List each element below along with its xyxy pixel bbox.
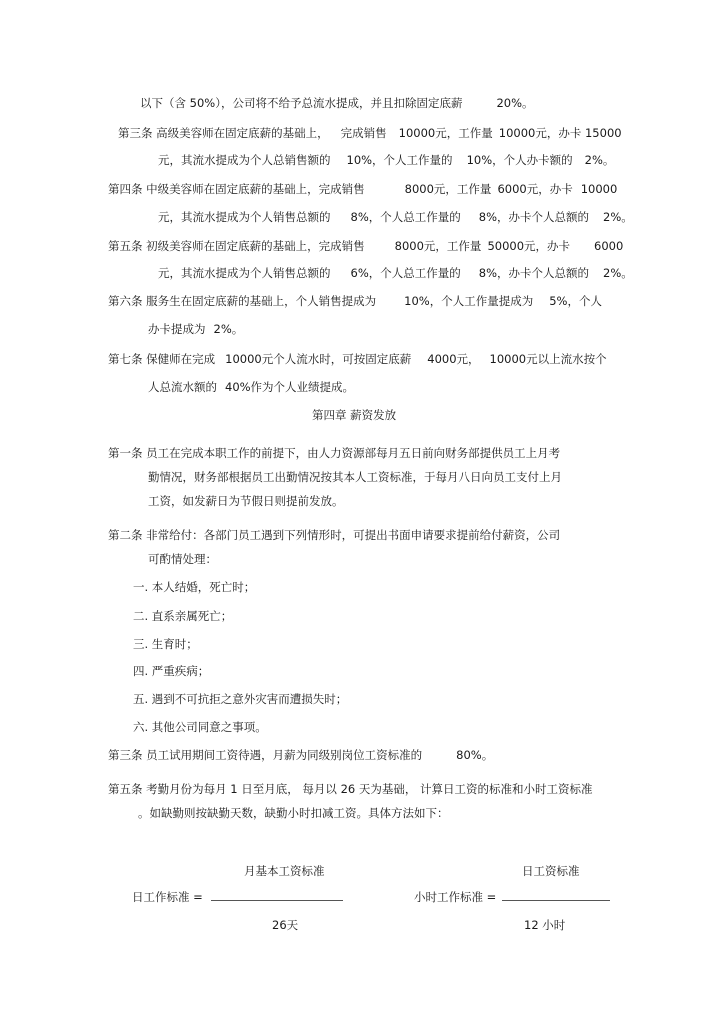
text-segment: 8%，个人总工作量的	[350, 210, 461, 224]
text-line	[108, 352, 607, 366]
list-item-text: 一. 本人结婚，死亡时；	[133, 580, 256, 594]
text-segment: 4000元，	[427, 352, 480, 366]
list-item-text: 六. 其他公司同意之事项。	[133, 720, 267, 734]
text-segment: 80%。	[456, 748, 494, 762]
formula-left-fraction-bar	[211, 900, 343, 901]
text-line	[138, 806, 449, 820]
text-segment: 10000	[580, 182, 618, 196]
text-line	[108, 528, 560, 542]
list-item	[133, 609, 232, 623]
list-item	[133, 580, 255, 594]
list-item-text: 四. 严重疾病；	[133, 664, 210, 678]
formula-right-numerator: 日工资标准	[522, 864, 580, 878]
text-segment: 10%，个人工作量提成为	[404, 294, 534, 308]
text-segment: 工资，如发薪日为节假日则提前发放。	[148, 494, 344, 508]
text-line	[148, 470, 562, 484]
text-segment: 5%，个人	[549, 294, 602, 308]
text-line	[108, 239, 623, 253]
list-item	[133, 637, 198, 651]
formula-left-numerator: 月基本工资标准	[244, 864, 325, 878]
text-segment: 元，其流水提成为个人总销售额的	[158, 153, 331, 167]
text-segment: 8000元，工作量	[394, 239, 482, 253]
text-segment: 20%。	[496, 96, 534, 110]
text-segment: 以下（含 50%），公司将不给予总流水提成，并且扣除固定底薪	[140, 96, 463, 110]
clause-text: 第七条 保健师在完成	[108, 352, 216, 366]
text-line	[108, 446, 560, 460]
text-line	[108, 294, 602, 308]
text-segment: 办卡提成为	[148, 322, 206, 336]
formula-left-label: 日工作标准 =	[132, 890, 203, 904]
clause-text: 第六条 服务生在固定底薪的基础上，个人销售提成为	[108, 294, 377, 308]
text-segment: 。如缺勤则按缺勤天数，缺勤小时扣减工资。具体方法如下：	[138, 806, 449, 820]
formula-right-fraction-bar	[502, 900, 610, 901]
text-line	[108, 782, 593, 796]
text-segment: 10%，个人办卡额的	[466, 153, 573, 167]
chapter-title: 第四章 薪资发放	[312, 408, 397, 422]
text-segment: 2%。	[213, 322, 244, 336]
clause-text: 第五条 初级美容师在固定底薪的基础上，完成销售	[108, 239, 365, 253]
text-line	[148, 552, 217, 566]
formula-right-label: 小时工作标准 =	[414, 890, 497, 904]
list-item-text: 五. 遇到不可抗拒之意外灾害而遭损失时；	[133, 692, 348, 706]
text-segment: 2%。	[603, 210, 633, 224]
text-segment: 人总流水额的	[148, 380, 217, 394]
list-item-text: 三. 生育时；	[133, 637, 198, 651]
text-segment: 元，其流水提成为个人销售总额的	[158, 266, 331, 280]
text-segment: 勤情况，财务部根据员工出勤情况按其本人工资标准，于每月八日向员工支付上月	[148, 470, 562, 484]
text-segment: 8%，办卡个人总额的	[478, 266, 589, 280]
clause-text: 第一条 员工在完成本职工作的前提下，由人力资源部每月五日前向财务部提供员工上月考	[108, 446, 561, 460]
text-line	[158, 210, 633, 224]
text-segment: 2%。	[603, 266, 633, 280]
text-segment: 10000元以上流水按个	[489, 352, 607, 366]
text-segment: 6000元，办卡	[497, 182, 573, 196]
list-item	[133, 692, 347, 706]
text-line	[108, 748, 493, 762]
list-item	[133, 664, 209, 678]
text-segment: 10000元，办卡 15000	[498, 126, 622, 140]
text-segment: 50000元，办卡	[487, 239, 571, 253]
text-segment: 可酌情处理：	[148, 552, 217, 566]
clause-text: 第三条 员工试用期间工资待遇，月薪为同级别岗位工资标准的	[108, 748, 423, 762]
text-segment: 2%。	[584, 153, 615, 167]
text-line	[118, 126, 622, 140]
formula-right-denominator: 12 小时	[524, 918, 566, 932]
text-segment: 40%作为个人业绩提成。	[225, 380, 355, 394]
chapter-heading	[312, 408, 396, 422]
text-segment: 完成销售	[340, 126, 387, 140]
text-segment: 元，其流水提成为个人销售总额的	[158, 210, 331, 224]
text-line	[140, 96, 534, 110]
text-segment: 10000元，工作量	[398, 126, 493, 140]
text-segment: 6%，个人总工作量的	[350, 266, 461, 280]
text-line	[158, 153, 614, 167]
text-line	[148, 380, 354, 394]
text-line	[148, 494, 344, 508]
list-item-text: 二. 直系亲属死亡；	[133, 609, 233, 623]
text-line	[108, 182, 617, 196]
clause-text: 第三条 高级美容师在固定底薪的基础上，	[118, 126, 329, 140]
text-line	[158, 266, 633, 280]
text-segment: 6000	[594, 239, 624, 253]
text-segment: 10%，个人工作量的	[346, 153, 453, 167]
text-segment: 10000元个人流水时，可按固定底薪	[225, 352, 412, 366]
list-item	[133, 720, 267, 734]
text-line	[148, 322, 243, 336]
formula-left-denominator: 26天	[272, 918, 299, 932]
clause-text: 第五条 考勤月份为每月 1 日至月底， 每月以 26 天为基础， 计算日工资的标准和小时工资标准	[108, 782, 593, 796]
clause-text: 第四条 中级美容师在固定底薪的基础上，完成销售	[108, 182, 365, 196]
clause-text: 第二条 非常给付：各部门员工遇到下列情形时，可提出书面申请要求提前给付薪资，公司	[108, 528, 561, 542]
text-segment: 8000元，工作量	[404, 182, 492, 196]
text-segment: 8%，办卡个人总额的	[478, 210, 589, 224]
